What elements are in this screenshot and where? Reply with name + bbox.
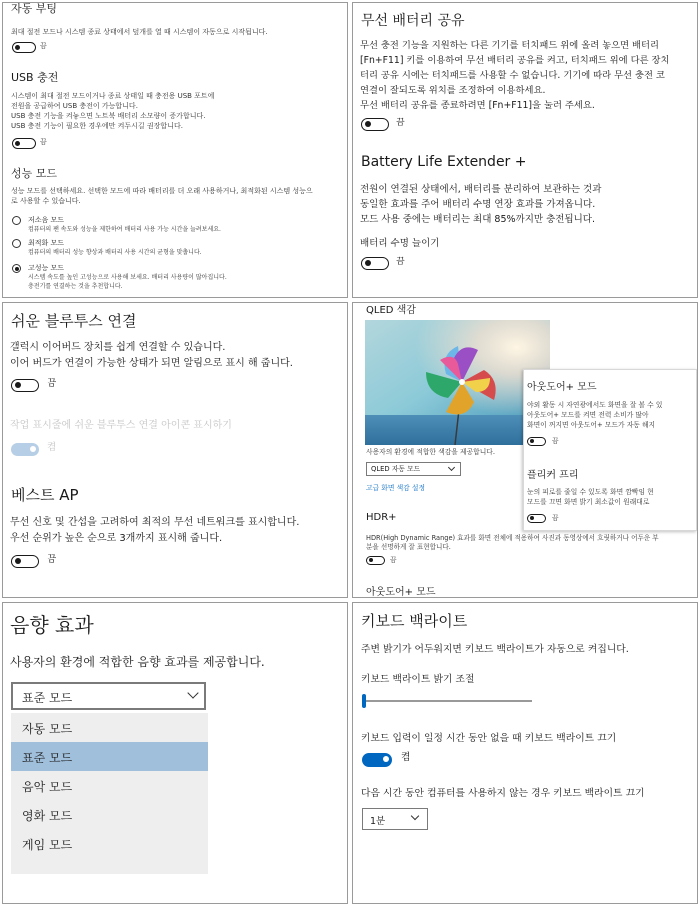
sound-mode-dropdown[interactable] bbox=[11, 682, 206, 710]
panel-sound-effect bbox=[2, 602, 348, 904]
sound-mode-list bbox=[11, 713, 208, 874]
slider-thumb[interactable] bbox=[362, 694, 366, 708]
panel-battery-settings bbox=[352, 2, 698, 298]
outdoor-toggle-label: 끔 bbox=[552, 437, 559, 445]
kb-unused-label: 다음 시간 동안 컴퓨터를 사용하지 않는 경우 키보드 백라이트 끄기 bbox=[361, 788, 645, 799]
wireless-share-desc-3: 터리 공유 시에는 터치패드를 사용할 수 없습니다. 기기에 따라 무선 충전 코 bbox=[360, 70, 665, 81]
kb-desc: 주변 밝기가 어두워지면 키보드 백라이트가 자동으로 켜집니다. bbox=[361, 644, 629, 655]
best-ap-title: 베스트 AP bbox=[11, 486, 79, 504]
bt-toggle-label: 끔 bbox=[47, 378, 57, 389]
sound-title: 음향 효과 bbox=[10, 613, 94, 637]
kb-title: 키보드 백라이트 bbox=[361, 612, 468, 630]
sound-option-label: 음악 모드 bbox=[22, 780, 73, 794]
flicker-desc-2: 모드를 끄면 화면 밝기 최소값이 원래대로 bbox=[527, 498, 650, 506]
chevron-down-icon bbox=[187, 687, 198, 698]
auto-boot-toggle-label: 끔 bbox=[40, 42, 47, 50]
battery-ext-sub-label: 배터리 수명 늘이기 bbox=[360, 238, 440, 249]
bt-taskbar-toggle-label: 켬 bbox=[47, 442, 57, 453]
outdoor-desc-1: 야외 활동 시 자연광에서도 화면을 잘 볼 수 있 bbox=[527, 401, 663, 409]
battery-ext-toggle[interactable] bbox=[361, 257, 389, 270]
outdoor-desc-3: 화면이 꺼지면 아웃도어+ 모드가 자동 해지 bbox=[527, 421, 656, 429]
sound-option-label: 게임 모드 bbox=[22, 838, 73, 852]
battery-ext-desc-2: 동일한 효과를 주어 배터리 수명 연장 효과를 가져옵니다. bbox=[360, 199, 596, 210]
kb-idle-toggle[interactable] bbox=[362, 753, 392, 767]
high-perf-mode-desc-2: 충전기를 연결하는 것을 추천합니다. bbox=[28, 283, 123, 290]
flicker-desc-1: 눈의 피로를 줄일 수 있도록 화면 깜빡임 현 bbox=[527, 488, 654, 496]
usb-charge-toggle-label: 끔 bbox=[40, 138, 47, 146]
sound-mode-value: 표준 모드 bbox=[22, 691, 73, 705]
hdr-desc-2: 분을 선명하게 잘 표현합니다. bbox=[366, 543, 451, 551]
battery-ext-desc-1: 전원이 연결된 상태에서, 배터리를 분리하여 보관하는 것과 bbox=[360, 184, 602, 195]
kb-unused-dropdown[interactable] bbox=[362, 808, 428, 830]
sound-option-auto[interactable] bbox=[11, 713, 208, 742]
qled-mode-value: QLED 자동 모드 bbox=[371, 465, 421, 473]
panel-power-settings bbox=[2, 2, 348, 298]
auto-boot-desc: 최대 절전 모드나 시스템 종료 상태에서 덮개를 열 때 시스템이 자동으로 시작됩니다. bbox=[11, 28, 268, 36]
radio-optimized-mode[interactable] bbox=[12, 239, 21, 248]
best-ap-toggle[interactable] bbox=[11, 555, 39, 568]
advanced-color-link[interactable]: 고급 화면 색감 설정 bbox=[366, 484, 426, 492]
radio-quiet-mode[interactable] bbox=[12, 216, 21, 225]
kb-brightness-slider[interactable] bbox=[362, 694, 532, 708]
sound-option-label: 자동 모드 bbox=[22, 722, 73, 736]
qled-desc: 사용자의 환경에 적합한 색감을 제공합니다. bbox=[366, 448, 495, 456]
optimized-mode-label: 최적화 모드 bbox=[28, 239, 65, 247]
kb-idle-label: 키보드 입력이 일정 시간 동안 없을 때 키보드 백라이트 끄기 bbox=[361, 733, 617, 744]
outdoor-title: 아웃도어+ 모드 bbox=[527, 382, 597, 393]
bt-title: 쉬운 블루투스 연결 bbox=[11, 312, 137, 330]
auto-boot-title: 자동 부팅 bbox=[11, 2, 58, 15]
usb-charge-desc-1: 시스템이 최대 절전 모드이거나 종료 상태일 때 충전용 USB 포트에 bbox=[11, 92, 215, 100]
display-overlay-card bbox=[523, 369, 697, 531]
quiet-mode-desc: 컴퓨터의 팬 속도와 성능을 제한하여 배터리 사용 가능 시간을 늘려보세요. bbox=[28, 226, 221, 233]
usb-charge-desc-2: 전원을 공급하여 USB 충전이 가능합니다. bbox=[11, 102, 138, 110]
radio-high-perf-mode[interactable] bbox=[12, 264, 21, 273]
outdoor-toggle[interactable] bbox=[527, 437, 546, 446]
bt-taskbar-label: 작업 표시줄에 쉬운 블루투스 연결 아이콘 표시하기 bbox=[10, 420, 232, 431]
wireless-share-toggle[interactable] bbox=[361, 118, 389, 131]
usb-charge-title: USB 충전 bbox=[11, 71, 59, 84]
hdr-desc-1: HDR(High Dynamic Range) 효과를 화면 전체에 적용하여 사진과 동영상에서 흐릿하거나 어두운 부 bbox=[366, 534, 659, 542]
bt-taskbar-toggle[interactable] bbox=[11, 443, 39, 456]
qled-title: QLED 색감 bbox=[366, 305, 416, 316]
sound-option-standard[interactable] bbox=[11, 742, 208, 771]
bt-desc-2: 이어 버드가 연결이 가능한 상태가 되면 알림으로 표시 해 줍니다. bbox=[10, 358, 293, 369]
chevron-down-icon bbox=[448, 464, 455, 471]
high-perf-mode-desc-1: 시스템 속도를 높인 고성능으로 사용해 보세요. 배터리 사용량이 많아집니다. bbox=[28, 274, 227, 281]
panel-keyboard-backlight bbox=[352, 602, 698, 904]
slider-track bbox=[362, 700, 532, 702]
usb-charge-toggle[interactable] bbox=[12, 138, 36, 149]
hdr-toggle-label: 끔 bbox=[390, 556, 397, 564]
best-ap-toggle-label: 끔 bbox=[47, 554, 57, 565]
quiet-mode-label: 저소음 모드 bbox=[28, 216, 65, 224]
battery-ext-desc-3: 모드 사용 중에는 배터리는 최대 85%까지만 충전됩니다. bbox=[360, 214, 595, 225]
usb-charge-desc-3: USB 충전 기능을 켜놓으면 노트북 배터리 소모량이 증가합니다. bbox=[11, 112, 206, 120]
flicker-toggle-label: 끔 bbox=[552, 514, 559, 522]
hdr-title: HDR+ bbox=[366, 512, 397, 523]
battery-ext-toggle-label: 끔 bbox=[396, 257, 405, 267]
wireless-share-desc-1: 무선 충전 기능을 지원하는 다른 기기를 터치패드 위에 올려 놓으면 배터리 bbox=[360, 40, 659, 51]
bt-desc-1: 갤럭시 이어버드 장치를 쉽게 연결할 수 있습니다. bbox=[10, 342, 226, 353]
panel-connectivity-settings bbox=[2, 302, 348, 598]
best-ap-desc-2: 우선 순위가 높은 순으로 3개까지 표시해 줍니다. bbox=[10, 533, 223, 544]
usb-charge-desc-4: USB 충전 기능이 필요한 경우에만 켜두시길 권장합니다. bbox=[11, 122, 183, 130]
sound-option-label: 영화 모드 bbox=[22, 809, 73, 823]
kb-brightness-label: 키보드 백라이트 밝기 조절 bbox=[361, 674, 475, 685]
perf-mode-desc-2: 로 사용할 수 있습니다. bbox=[11, 197, 81, 205]
battery-ext-title: Battery Life Extender + bbox=[361, 154, 527, 170]
high-perf-mode-label: 고성능 모드 bbox=[28, 264, 65, 272]
sound-option-label: 표준 모드 bbox=[22, 751, 73, 765]
best-ap-desc-1: 무선 신호 및 간섭을 고려하여 최적의 무선 네트워크를 표시합니다. bbox=[10, 517, 300, 528]
auto-boot-toggle[interactable] bbox=[12, 42, 36, 53]
sound-desc: 사용자의 환경에 적합한 음향 효과를 제공합니다. bbox=[10, 655, 265, 669]
flicker-toggle[interactable] bbox=[527, 514, 546, 523]
kb-idle-toggle-label: 켬 bbox=[401, 752, 411, 763]
perf-mode-title: 성능 모드 bbox=[11, 167, 58, 180]
wireless-share-desc-5: 무선 배터리 공유를 종료하려면 [Fn+F11]을 눌러 주세요. bbox=[360, 100, 595, 111]
wireless-share-desc-4: 연결이 잘되도록 위치를 조정하여 이용하세요. bbox=[360, 85, 546, 96]
sound-option-music[interactable] bbox=[11, 771, 208, 800]
perf-mode-desc-1: 성능 모드를 선택하세요. 선택한 모드에 따라 배터리를 더 오래 사용하거나, 최적화된 시스템 성능으 bbox=[11, 187, 313, 195]
sound-option-movie[interactable] bbox=[11, 800, 208, 829]
wireless-share-desc-2: [Fn+F11] 키를 이용하여 무선 배터리 공유를 켜고, 터치패드 위에 다른 장치 bbox=[360, 55, 670, 66]
qled-mode-dropdown[interactable] bbox=[366, 462, 461, 476]
outdoor-bottom-title: 아웃도어+ 모드 bbox=[366, 587, 436, 598]
chevron-down-icon bbox=[411, 812, 419, 820]
sound-option-game[interactable] bbox=[11, 829, 208, 858]
wireless-share-toggle-label: 끔 bbox=[396, 118, 405, 128]
kb-unused-value: 1분 bbox=[370, 816, 386, 827]
hdr-toggle[interactable] bbox=[366, 556, 385, 565]
bt-toggle[interactable] bbox=[11, 379, 39, 392]
panel-display-settings bbox=[352, 302, 698, 598]
flicker-title: 플리커 프리 bbox=[527, 470, 579, 481]
outdoor-desc-2: 아웃도어+ 모드를 켜면 전력 소비가 많아 bbox=[527, 411, 649, 419]
wireless-share-title: 무선 배터리 공유 bbox=[361, 13, 465, 29]
optimized-mode-desc: 컴퓨터의 배터리 성능 향상과 배터리 사용 시간의 균형을 맞춥니다. bbox=[28, 249, 202, 256]
